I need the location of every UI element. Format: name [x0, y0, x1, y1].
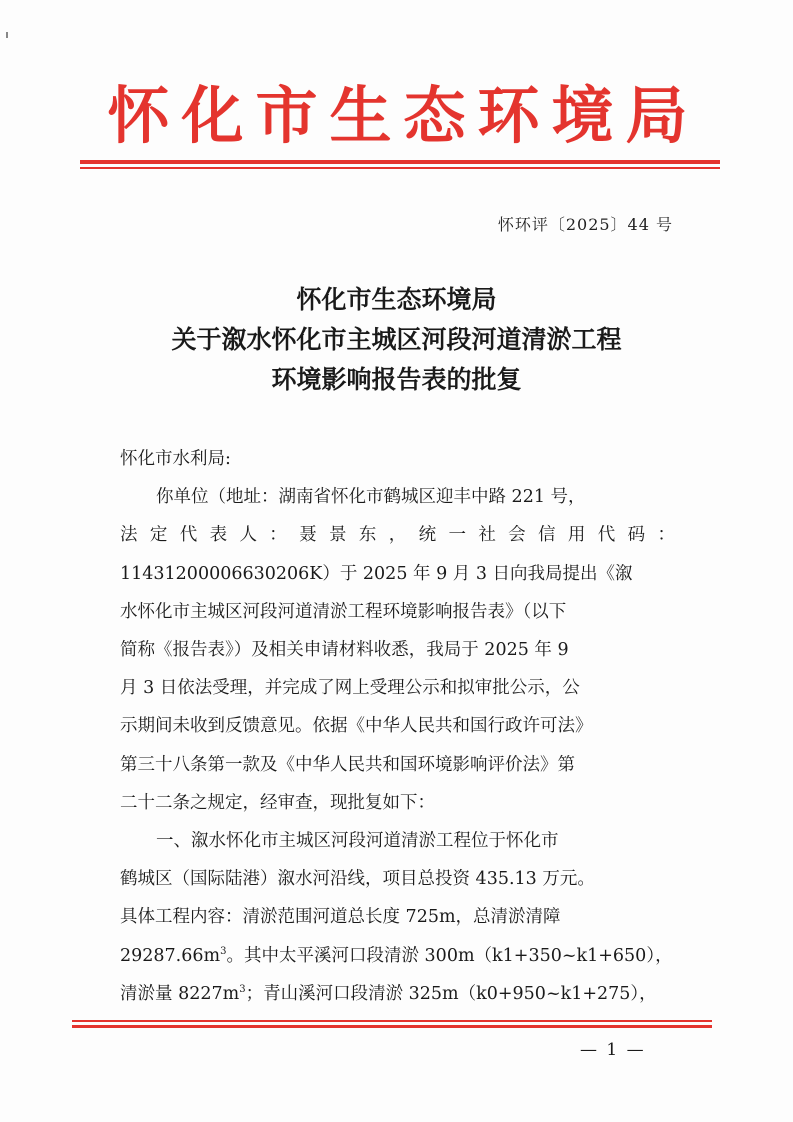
title-line-3: 环境影响报告表的批复	[271, 365, 522, 394]
paragraph-1-line-8: 第三十八条第一款及《中华人民共和国环境影响评价法》第	[120, 754, 575, 775]
title-line-2: 关于溆水怀化市主城区河段河道清淤工程	[171, 325, 622, 354]
footer-rule-thick	[72, 1025, 712, 1028]
letterhead-rule-thin	[80, 167, 720, 169]
letterhead-agency-name: 怀化市生态环境局	[107, 79, 700, 152]
letterhead-rule-thick	[80, 160, 720, 164]
paragraph-1-line-9: 二十二条之规定，经审查，现批复如下：	[120, 792, 435, 813]
document-body	[120, 440, 675, 1013]
paragraph-1-line-6: 月 3 日依法受理，并完成了网上受理公示和拟审批公示，公	[120, 678, 580, 699]
paragraph-2-line-4: $29287.66m^3$。其中太平溪河口段清淤 300m（k1+350~k1+650），	[120, 945, 673, 966]
paragraph-1-line-4: 水怀化市主城区河段河道清淤工程环境影响报告表》（以下	[120, 601, 567, 622]
document-number: 怀环评〔2025〕44 号	[497, 215, 673, 234]
scan-mark	[6, 32, 8, 38]
paragraph-1-line-5: 简称《报告表》）及相关申请材料收悉，我局于 2025 年 9	[120, 640, 569, 661]
paragraph-1-line-7: 示期间未收到反馈意见。依据《中华人民共和国行政许可法》	[120, 716, 593, 737]
footer-rule-thin	[72, 1020, 712, 1022]
paragraph-2-line-2: 鹤城区（国际陆港）溆水河沿线，项目总投资 435.13 万元。	[120, 869, 595, 890]
paragraph-2-line-3: 具体工程内容：清淤范围河道总长度 725m，总清淤清障	[120, 907, 561, 928]
document-title	[0, 280, 793, 400]
title-line-1: 怀化市生态环境局	[296, 285, 497, 314]
paragraph-1-line-3: 11431200006630206K）于 2025 年 9 月 3 日向我局提出《溆	[120, 563, 633, 584]
paragraph-1-line-1: 你单位（地址：湖南省怀化市鹤城区迎丰中路 221 号，	[156, 487, 586, 508]
paragraph-2-line-1: 一、溆水怀化市主城区河段河道清淤工程位于怀化市	[156, 831, 559, 852]
recipient: 怀化市水利局:	[120, 449, 231, 469]
page-number: — 1 —	[580, 1040, 646, 1060]
paragraph-2-line-5: 清淤量 $8227m^3$；青山溪河口段清淤 325m（k0+950~k1+275），	[120, 983, 657, 1004]
paragraph-1-line-2: 法 定 代 表 人 ： 聂 景 东 ， 统 一 社 会 信 用 代 码 ：	[120, 525, 675, 546]
